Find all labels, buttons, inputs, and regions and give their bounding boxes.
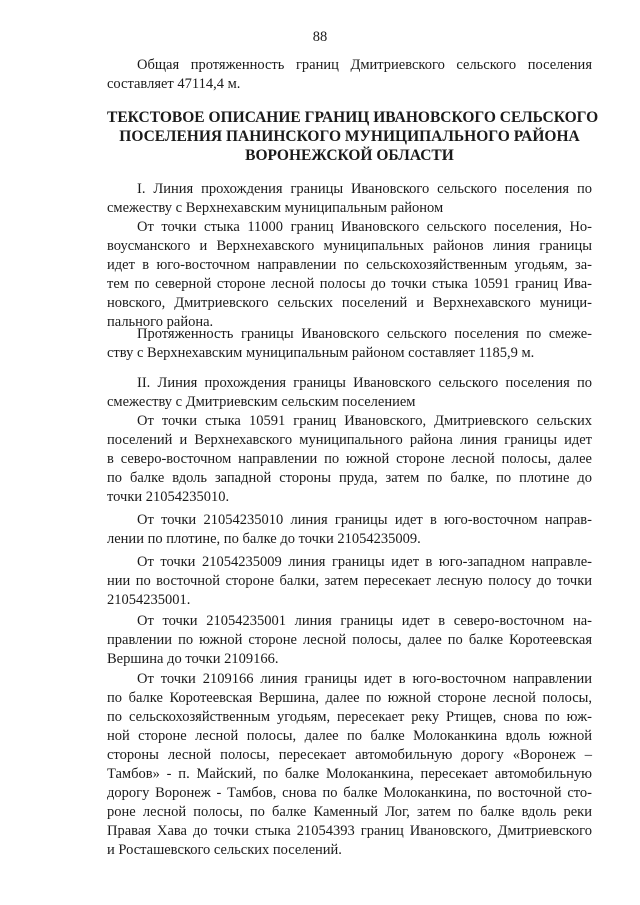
text-line: ной стороне лесной полосы, далее по балке Молоканкина вдоль южной: [107, 728, 592, 744]
text-line: по сельскохозяйственным угодьям, пересекает реку Ртищев, снова по юж-: [107, 709, 592, 725]
text-line: От точки 2109166 линия границы идет в юго-восточном направлении: [137, 671, 592, 687]
text-line: Тамбов» - п. Майский, по балке Молоканкина, пересекает автомобильную: [107, 766, 592, 782]
text-line: лении по плотине, по балке до точки 21054235009.: [107, 531, 421, 547]
text-line: новского, Дмитриевского сельских поселений и Верхнехавского муници-: [107, 295, 592, 311]
text-line: в северо-восточном направлении по южной стороне лесной полосы, далее: [107, 451, 592, 467]
text-line: по балке вдоль западной стороны пруда, затем по балке, по плотине до: [107, 470, 592, 486]
section-2-paragraph-4: [107, 612, 592, 669]
page-number: 88: [312, 29, 328, 45]
text-line: составляет 47114,4 м.: [107, 76, 241, 92]
text-line: воусманского и Верхнехавского муниципальных районов линия границы: [107, 238, 592, 254]
text-line: От точки 21054235010 линия границы идет в юго-восточном направ-: [137, 512, 592, 528]
text-line: точки 21054235010.: [107, 489, 230, 505]
text-line: ТЕКСТОВОЕ ОПИСАНИЕ ГРАНИЦ ИВАНОВСКОГО СЕЛЬСКОГО: [107, 109, 599, 126]
section-2-paragraph-1: [107, 412, 592, 507]
text-line: смежеству с Дмитриевским сельским поселением: [107, 394, 416, 410]
text-line: смежеству с Верхнехавским муниципальным районом: [107, 200, 444, 216]
text-line: и Росташевского сельских поселений.: [107, 842, 342, 858]
text-line: II. Линия прохождения границы Ивановского сельского поселения по: [137, 375, 592, 391]
text-line: нии по восточной стороне балки, затем пересекает лесную полосу до точки: [107, 573, 592, 589]
text-line: Правая Хава до точки стыка 21054393 границ Ивановского, Дмитриевского: [107, 823, 592, 839]
text-line: Протяженность границы Ивановского сельского поселения по смеже-: [137, 326, 592, 342]
section-1-title: [107, 180, 592, 218]
text-line: Вершина до точки 2109166.: [107, 651, 279, 667]
text-line: ВОРОНЕЖСКОЙ ОБЛАСТИ: [245, 147, 454, 164]
text-line: роне лесной полосы, по балке Каменный Лог, затем по балке вдоль реки: [107, 804, 592, 820]
text-line: по балке Коротеевская Вершина, далее по южной стороне лесной полосы,: [107, 690, 592, 706]
text-line: тем по северной стороне лесной полосы до точки стыка 10591 границ Ива-: [107, 276, 592, 292]
text-line: ству с Верхнехавским муниципальным районом составляет 1185,9 м.: [107, 345, 535, 361]
text-line: дорогу Воронеж - Тамбов, снова по балке Молоканкина, по восточной сто-: [107, 785, 592, 801]
text-line: правлении по южной стороне лесной полосы, далее по балке Коротеевская: [107, 632, 592, 648]
text-line: пального района.: [107, 314, 214, 330]
text-line: ПОСЕЛЕНИЯ ПАНИНСКОГО МУНИЦИПАЛЬНОГО РАЙОНА: [119, 128, 580, 145]
document-heading: [107, 108, 599, 165]
text-line: I. Линия прохождения границы Ивановского сельского поселения по: [137, 181, 592, 197]
section-2-paragraph-3: [107, 553, 592, 610]
text-line: От точки стыка 11000 границ Ивановского сельского поселения, Но-: [137, 219, 592, 235]
text-line: От точки 21054235009 линия границы идет в юго-западном направле-: [137, 554, 592, 570]
text-line: Общая протяженность границ Дмитриевского сельского поселения: [137, 57, 592, 73]
text-line: От точки 21054235001 линия границы идет в северо-восточном на-: [137, 613, 592, 629]
text-line: 21054235001.: [107, 592, 191, 608]
text-line: От точки стыка 10591 границ Ивановского, Дмитриевского сельских: [137, 413, 592, 429]
text-line: поселений и Верхнехавского муниципального района линия границы идет: [107, 432, 592, 448]
section-2-paragraph-2: [107, 511, 592, 549]
section-1-paragraph-1: [107, 218, 592, 332]
text-line: идет в юго-восточном направлении по сельскохозяйственным угодьям, за-: [107, 257, 592, 273]
text-line: стороны лесной полосы, пересекает автомобильную дорогу «Воронеж –: [107, 747, 592, 763]
paragraph-dmitrievskoe-total: [107, 56, 592, 94]
section-2-paragraph-5: [107, 670, 592, 860]
section-1-paragraph-2: [107, 325, 592, 363]
section-2-title: [107, 374, 592, 412]
